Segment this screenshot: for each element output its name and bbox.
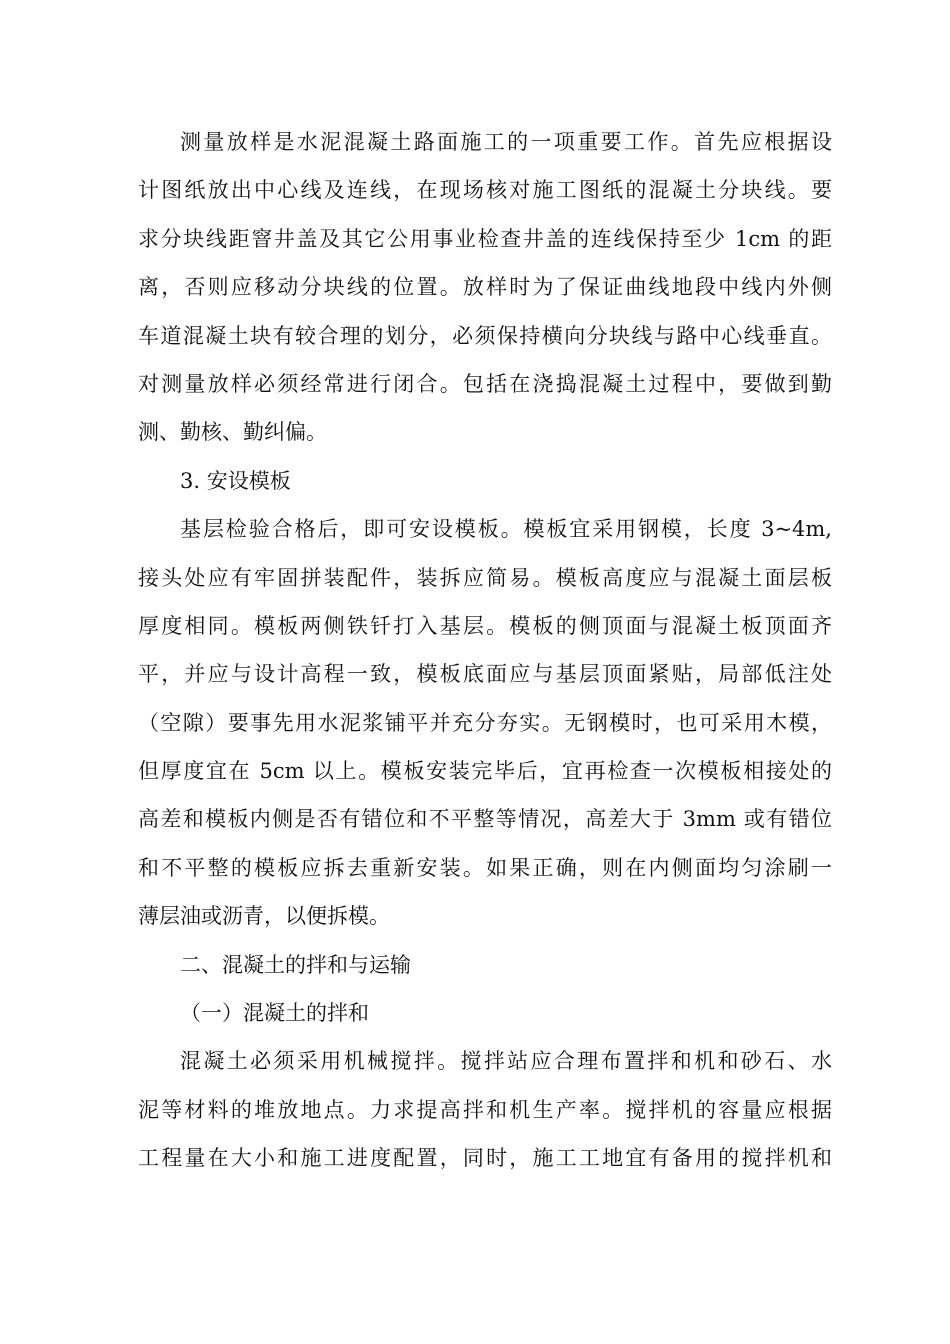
- text-line: 测量放样是水泥混凝土路面施工的一项重要工作。首先应根据设: [180, 130, 832, 154]
- text-line: 和不平整的模板应拆去重新安装。如果正确，则在内侧面均匀涂刷一: [138, 855, 832, 880]
- text-line: 平，并应与设计高程一致，模板底面应与基层顶面紧贴，局部低注处: [138, 662, 832, 687]
- text-line: 车道混凝土块有较合理的划分，必须保持横向分块线与路中心线垂直。: [138, 323, 832, 348]
- section-heading: 3. 安设模板: [180, 468, 291, 493]
- text-line: 泥等材料的堆放地点。力求提高拌和机生产率。搅拌机的容量应根据: [138, 1097, 832, 1122]
- text-line: 高差和模板内侧是否有错位和不平整等情况，高差大于 3mm 或有错位: [138, 807, 832, 832]
- text-line: 薄层油或沥青，以便拆模。: [138, 904, 390, 929]
- text-line: 求分块线距窨井盖及其它公用事业检查井盖的连线保持至少 1cm 的距: [138, 226, 832, 251]
- text-line: 计图纸放出中心线及连线，在现场核对施工图纸的混凝土分块线。要: [138, 178, 832, 203]
- text-line: 基层检验合格后，即可安设模板。模板宜采用钢模，长度 3~4m,: [180, 517, 832, 542]
- text-line: 测、勤核、勤纠偏。: [138, 420, 327, 445]
- subsection-heading: （一）混凝土的拌和: [180, 1001, 369, 1026]
- section-heading: 二、混凝土的拌和与运输: [180, 952, 411, 977]
- body-text: [138, 118, 832, 1183]
- text-line: 工程量在大小和施工进度配置，同时，施工工地宜有备用的搅拌机和: [138, 1146, 832, 1171]
- text-line: 混凝土必须采用机械搅拌。搅拌站应合理布置拌和机和砂石、水: [180, 1049, 832, 1074]
- text-line: 厚度相同。模板两侧铁钎打入基层。模板的侧顶面与混凝土板顶面齐: [138, 613, 832, 638]
- text-line: 对测量放样必须经常进行闭合。包括在浇捣混凝土过程中，要做到勤: [138, 371, 832, 396]
- text-line: 接头处应有牢固拼装配件，装拆应简易。模板高度应与混凝土面层板: [138, 565, 832, 590]
- text-line: 离，否则应移动分块线的位置。放样时为了保证曲线地段中线内外侧: [138, 275, 832, 300]
- text-line: 但厚度宜在 5cm 以上。模板安装完毕后，宜再检查一次模板相接处的: [138, 759, 832, 784]
- text-line: （空隙）要事先用水泥浆铺平并充分夯实。无钢模时，也可采用木模，: [138, 710, 832, 735]
